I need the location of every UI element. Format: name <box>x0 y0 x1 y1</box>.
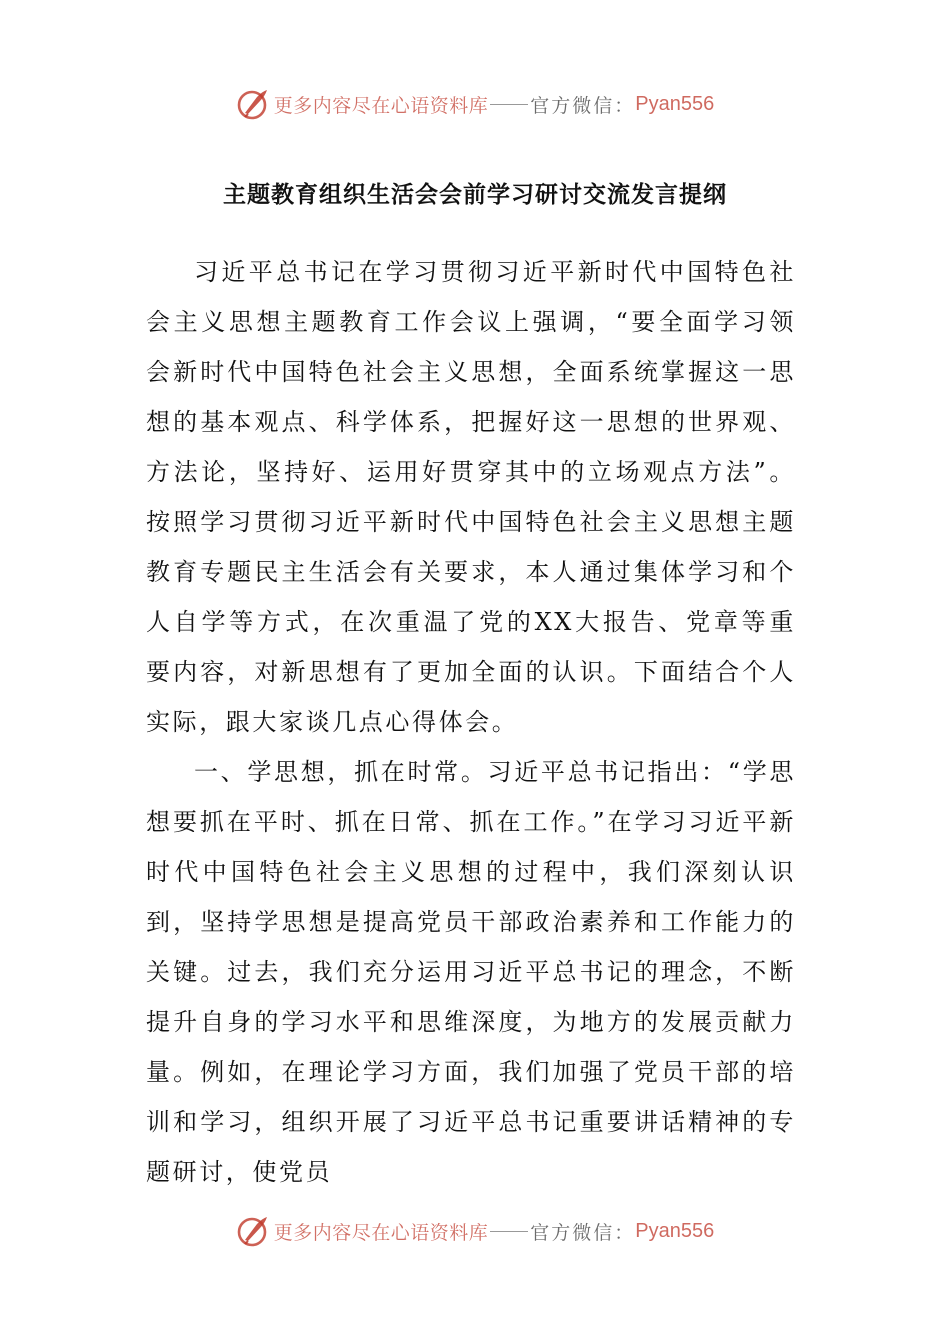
document-body <box>146 247 796 1197</box>
banner-slogan: 更多内容尽在心语资料库 <box>273 94 489 117</box>
banner-account-label: 官方微信： <box>530 1221 636 1244</box>
banner-dash <box>490 1231 528 1232</box>
footer-banner <box>0 1211 950 1251</box>
banner-account-id: Pyan556 <box>635 1219 715 1242</box>
banner-account-label: 官方微信： <box>530 94 636 117</box>
body-paragraph: 一、学思想，抓在时常。习近平总书记指出：“学思想要抓在平时、抓在日常、抓在工作。”在学习习近平新时代中国特色社会主义思想的过程中，我们深刻认识到，坚持学思想是提高党员干部政治素养和工作能力的关键。过去，我们充分运用习近平总书记的理念，不断提升自身的学习水平和思维深度，为地方的发展贡献力量。例如，在理论学习方面，我们加强了党员干部的培训和学习，组织开展了习近平总书记重要讲话精神的专题研讨，使党员 <box>146 758 796 1186</box>
document-title: 主题教育组织生活会会前学习研讨交流发言提纲 <box>223 182 727 208</box>
quill-pen-circle-logo-icon <box>236 87 270 121</box>
body-paragraph: 习近平总书记在学习贯彻习近平新时代中国特色社会主义思想主题教育工作会议上强调，“要全面学习领会新时代中国特色社会主义思想，全面系统掌握这一思想的基本观点、科学体系，把握好这一思想的世界观、方法论，坚持好、运用好贯穿其中的立场观点方法”。按照学习贯彻习近平新时代中国特色社会主义思想主题教育专题民主生活会有关要求，本人通过集体学习和个人自学等方式，在次重温了党的XX大报告、党章等重要内容，对新思想有了更加全面的认识。下面结合个人实际，跟大家谈几点心得体会。 <box>146 258 796 736</box>
banner-account-id: Pyan556 <box>635 92 715 115</box>
banner-slogan: 更多内容尽在心语资料库 <box>273 1221 489 1244</box>
banner-dash <box>490 104 528 105</box>
header-banner <box>0 84 950 124</box>
quill-pen-circle-logo-icon <box>236 1214 270 1248</box>
